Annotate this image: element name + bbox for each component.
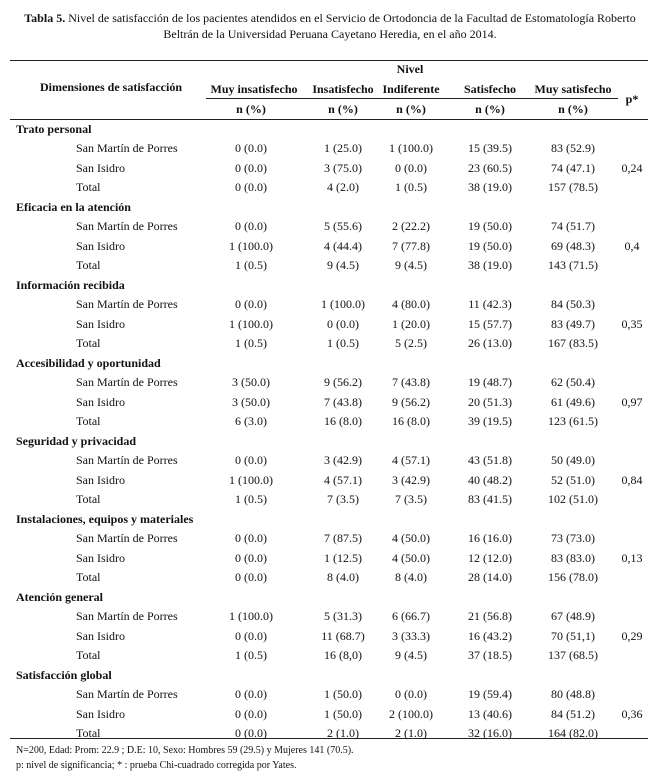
table-cell: 84 (50.3) <box>551 297 595 311</box>
table-cell: 1 (50.0) <box>324 706 362 721</box>
table-row <box>0 609 660 627</box>
table-cell: 62 (50.4) <box>551 375 595 389</box>
table-cell: 38 (19.0) <box>468 258 512 272</box>
table-cell: 16 (8.0) <box>392 414 430 428</box>
table-cell: 1 (0.5) <box>235 492 267 506</box>
table-cell: 16 (43.2) <box>468 628 512 643</box>
table-cell: 5 (2.5) <box>395 336 427 350</box>
table-cell: 7 (43.8) <box>324 394 362 409</box>
row-label: San Isidro <box>76 238 125 253</box>
p-value: 0,4 <box>624 238 640 253</box>
section-title: Instalaciones, equipos y materiales <box>16 512 194 526</box>
table-row <box>0 726 660 744</box>
table-cell: 143 (71.5) <box>548 258 598 272</box>
row-label: Total <box>76 336 101 350</box>
section-title: Eficacia en la atención <box>16 200 131 214</box>
table-cell: 102 (51.0) <box>548 492 598 506</box>
table-cell: 3 (50.0) <box>232 375 270 389</box>
table-cell: 0 (0.0) <box>395 687 427 701</box>
table-cell: 20 (51.3) <box>468 394 512 409</box>
header-nivel: Nivel <box>396 62 424 76</box>
header-dimension: Dimensiones de satisfacción <box>40 80 182 94</box>
table-row <box>0 551 660 569</box>
top-rule <box>10 60 648 61</box>
section-title: Información recibida <box>16 278 125 292</box>
section-title: Accesibilidad y oportunidad <box>16 356 161 370</box>
table-cell: 6 (66.7) <box>392 609 430 623</box>
table-cell: 0 (0.0) <box>235 687 267 701</box>
table-cell: 2 (22.2) <box>392 219 430 233</box>
table-row <box>0 570 660 588</box>
table-cell: 1 (100.0) <box>321 297 365 311</box>
table-cell: 5 (55.6) <box>324 219 362 233</box>
row-label: Total <box>76 570 101 584</box>
header-unit: n (%) <box>396 102 426 116</box>
row-label: San Martín de Porres <box>76 609 178 623</box>
table-caption <box>10 10 650 42</box>
table-cell: 2 (100.0) <box>389 706 433 721</box>
footnote-significance: p: nivel de significancia; * : prueba Chi-cuadrado corregida por Yates. <box>16 760 297 771</box>
table-cell: 11 (42.3) <box>468 297 512 311</box>
row-label: San Isidro <box>76 472 125 487</box>
table-cell: 1 (100.0) <box>229 316 273 331</box>
table-cell: 19 (48.7) <box>468 375 512 389</box>
header-unit: n (%) <box>328 102 358 116</box>
table-row <box>0 317 660 335</box>
table-cell: 9 (4.5) <box>395 258 427 272</box>
row-label: San Martín de Porres <box>76 531 178 545</box>
table-cell: 3 (50.0) <box>232 394 270 409</box>
table-cell: 37 (18.5) <box>468 648 512 662</box>
table-cell: 7 (87.5) <box>324 531 362 545</box>
table-cell: 0 (0.0) <box>235 628 267 643</box>
header-col-indiferente: Indiferente <box>382 82 440 96</box>
table-cell: 26 (13.0) <box>468 336 512 350</box>
table-cell: 8 (4.0) <box>395 570 427 584</box>
row-label: Total <box>76 258 101 272</box>
header-unit: n (%) <box>236 102 266 116</box>
header-col-insatisfecho: Insatisfecho <box>312 82 374 96</box>
section-title: Atención general <box>16 590 103 604</box>
footnote-sample: N=200, Edad: Prom: 22.9 ; D.E: 10, Sexo: Hombres 59 (29.5) y Mujeres 141 (70.5). <box>16 745 354 756</box>
table-row <box>0 141 660 159</box>
table-cell: 3 (42.9) <box>392 472 430 487</box>
table-cell: 1 (0.5) <box>235 648 267 662</box>
table-cell: 5 (31.3) <box>324 609 362 623</box>
header-p: p* <box>625 92 639 106</box>
table-cell: 50 (49.0) <box>551 453 595 467</box>
table-cell: 0 (0.0) <box>235 726 267 740</box>
table-row <box>0 219 660 237</box>
table-cell: 0 (0.0) <box>235 570 267 584</box>
table-cell: 69 (48.3) <box>551 238 595 253</box>
table-cell: 19 (50.0) <box>468 219 512 233</box>
row-label: Total <box>76 492 101 506</box>
table-cell: 67 (48.9) <box>551 609 595 623</box>
table-cell: 9 (4.5) <box>327 258 359 272</box>
table-cell: 16 (8,0) <box>324 648 362 662</box>
table-cell: 1 (25.0) <box>324 141 362 155</box>
table-cell: 9 (56.2) <box>392 394 430 409</box>
table-cell: 4 (57.1) <box>324 472 362 487</box>
section-title: Seguridad y privacidad <box>16 434 137 448</box>
table-cell: 28 (14.0) <box>468 570 512 584</box>
table-cell: 0 (0.0) <box>235 550 267 565</box>
table-row <box>0 375 660 393</box>
p-value: 0,35 <box>621 316 643 331</box>
row-label: San Isidro <box>76 160 125 175</box>
table-cell: 40 (48.2) <box>468 472 512 487</box>
table-cell: 6 (3.0) <box>235 414 267 428</box>
table-cell: 74 (47.1) <box>551 160 595 175</box>
row-label: Total <box>76 414 101 428</box>
table-cell: 84 (51.2) <box>551 706 595 721</box>
table-cell: 80 (48.8) <box>551 687 595 701</box>
table-cell: 0 (0.0) <box>235 180 267 194</box>
table-cell: 70 (51,1) <box>551 628 595 643</box>
table-cell: 83 (41.5) <box>468 492 512 506</box>
header-col-muy-satisfecho: Muy satisfecho <box>534 82 612 96</box>
row-label: Total <box>76 726 101 740</box>
header-col-muy-insatisfecho: Muy insatisfecho <box>210 82 298 96</box>
table-cell: 61 (49.6) <box>551 394 595 409</box>
table-cell: 9 (56.2) <box>324 375 362 389</box>
row-label: San Martín de Porres <box>76 219 178 233</box>
table-cell: 7 (3.5) <box>395 492 427 506</box>
table-cell: 13 (40.6) <box>468 706 512 721</box>
table-cell: 0 (0.0) <box>235 706 267 721</box>
table-cell: 83 (52.9) <box>551 141 595 155</box>
table-row <box>0 687 660 705</box>
row-label: Total <box>76 648 101 662</box>
p-value: 0,13 <box>621 550 643 565</box>
row-label: Total <box>76 180 101 194</box>
table-row <box>0 473 660 491</box>
section-title: Satisfacción global <box>16 668 112 682</box>
table-cell: 1 (20.0) <box>392 316 430 331</box>
table-cell: 1 (50.0) <box>324 687 362 701</box>
table-cell: 16 (8.0) <box>324 414 362 428</box>
table-row <box>0 297 660 315</box>
row-label: San Martín de Porres <box>76 297 178 311</box>
table-cell: 83 (49.7) <box>551 316 595 331</box>
table-cell: 4 (50.0) <box>392 531 430 545</box>
table-cell: 11 (68.7) <box>321 628 365 643</box>
table-cell: 23 (60.5) <box>468 160 512 175</box>
table-cell: 4 (2.0) <box>327 180 359 194</box>
table-cell: 4 (57.1) <box>392 453 430 467</box>
table-row <box>0 707 660 725</box>
table-cell: 2 (1.0) <box>327 726 359 740</box>
table-cell: 0 (0.0) <box>235 297 267 311</box>
table-cell: 0 (0.0) <box>235 160 267 175</box>
table-cell: 3 (75.0) <box>324 160 362 175</box>
table-cell: 15 (39.5) <box>468 141 512 155</box>
row-label: San Isidro <box>76 394 125 409</box>
table-cell: 16 (16.0) <box>468 531 512 545</box>
table-cell: 7 (3.5) <box>327 492 359 506</box>
row-label: San Isidro <box>76 628 125 643</box>
table-cell: 15 (57.7) <box>468 316 512 331</box>
table-cell: 3 (33.3) <box>392 628 430 643</box>
table-cell: 123 (61.5) <box>548 414 598 428</box>
table-cell: 7 (77.8) <box>392 238 430 253</box>
table-cell: 1 (0.5) <box>235 336 267 350</box>
table-cell: 1 (100.0) <box>229 472 273 487</box>
table-cell: 1 (100.0) <box>389 141 433 155</box>
caption-text: Nivel de satisfacción de los pacientes atendidos en el Servicio de Ortodoncia de la Facultad de Estomatología Roberto Beltrán de la Universidad Peruana Cayetano Heredia, en el año 2014. <box>68 11 636 41</box>
table-cell: 0 (0.0) <box>327 316 359 331</box>
row-label: San Isidro <box>76 550 125 565</box>
table-row <box>0 161 660 179</box>
p-value: 0,84 <box>621 472 643 487</box>
table-cell: 1 (100.0) <box>229 609 273 623</box>
table-cell: 2 (1.0) <box>395 726 427 740</box>
table-cell: 19 (59.4) <box>468 687 512 701</box>
p-value: 0,97 <box>621 394 643 409</box>
p-value: 0,24 <box>621 160 643 175</box>
table-cell: 83 (83.0) <box>551 550 595 565</box>
table-cell: 3 (42.9) <box>324 453 362 467</box>
table-cell: 73 (73.0) <box>551 531 595 545</box>
table-cell: 43 (51.8) <box>468 453 512 467</box>
row-label: San Martín de Porres <box>76 453 178 467</box>
table-cell: 137 (68.5) <box>548 648 598 662</box>
p-value: 0,36 <box>621 706 643 721</box>
table-row <box>0 648 660 666</box>
table-cell: 167 (83.5) <box>548 336 598 350</box>
table-cell: 32 (16.0) <box>468 726 512 740</box>
table-cell: 9 (4.5) <box>395 648 427 662</box>
table-cell: 164 (82.0) <box>548 726 598 740</box>
table-cell: 1 (0.5) <box>395 180 427 194</box>
table-cell: 0 (0.0) <box>235 453 267 467</box>
table-cell: 0 (0.0) <box>235 531 267 545</box>
table-cell: 38 (19.0) <box>468 180 512 194</box>
row-label: San Isidro <box>76 316 125 331</box>
table-row <box>0 180 660 198</box>
table-cell: 1 (100.0) <box>229 238 273 253</box>
table-cell: 156 (78.0) <box>548 570 598 584</box>
table-row <box>0 414 660 432</box>
table-cell: 4 (44.4) <box>324 238 362 253</box>
table-cell: 21 (56.8) <box>468 609 512 623</box>
table-row <box>0 395 660 413</box>
table-cell: 74 (51.7) <box>551 219 595 233</box>
table-cell: 19 (50.0) <box>468 238 512 253</box>
table-row <box>0 239 660 257</box>
header-bottom-rule <box>10 119 648 120</box>
p-value: 0,29 <box>621 628 643 643</box>
table-cell: 1 (0.5) <box>327 336 359 350</box>
header-mid-rule <box>206 98 618 99</box>
table-row <box>0 258 660 276</box>
table-cell: 157 (78.5) <box>548 180 598 194</box>
row-label: San Martín de Porres <box>76 141 178 155</box>
row-label: San Isidro <box>76 706 125 721</box>
row-label: San Martín de Porres <box>76 375 178 389</box>
caption-label: Tabla 5. <box>24 11 66 25</box>
table-cell: 1 (12.5) <box>324 550 362 565</box>
table-cell: 12 (12.0) <box>468 550 512 565</box>
section-title: Trato personal <box>16 122 92 136</box>
table-cell: 8 (4.0) <box>327 570 359 584</box>
table-cell: 4 (80.0) <box>392 297 430 311</box>
table-cell: 52 (51.0) <box>551 472 595 487</box>
table-row <box>0 629 660 647</box>
table-cell: 0 (0.0) <box>235 141 267 155</box>
header-col-satisfecho: Satisfecho <box>464 82 516 96</box>
table-cell: 7 (43.8) <box>392 375 430 389</box>
header-unit: n (%) <box>558 102 588 116</box>
table-row <box>0 453 660 471</box>
table-cell: 0 (0.0) <box>235 219 267 233</box>
row-label: San Martín de Porres <box>76 687 178 701</box>
bottom-rule <box>10 738 648 739</box>
table-cell: 1 (0.5) <box>235 258 267 272</box>
table-cell: 4 (50.0) <box>392 550 430 565</box>
table-row <box>0 492 660 510</box>
table-cell: 39 (19.5) <box>468 414 512 428</box>
header-unit: n (%) <box>475 102 505 116</box>
table-row <box>0 336 660 354</box>
table-cell: 0 (0.0) <box>395 160 427 175</box>
table-row <box>0 531 660 549</box>
